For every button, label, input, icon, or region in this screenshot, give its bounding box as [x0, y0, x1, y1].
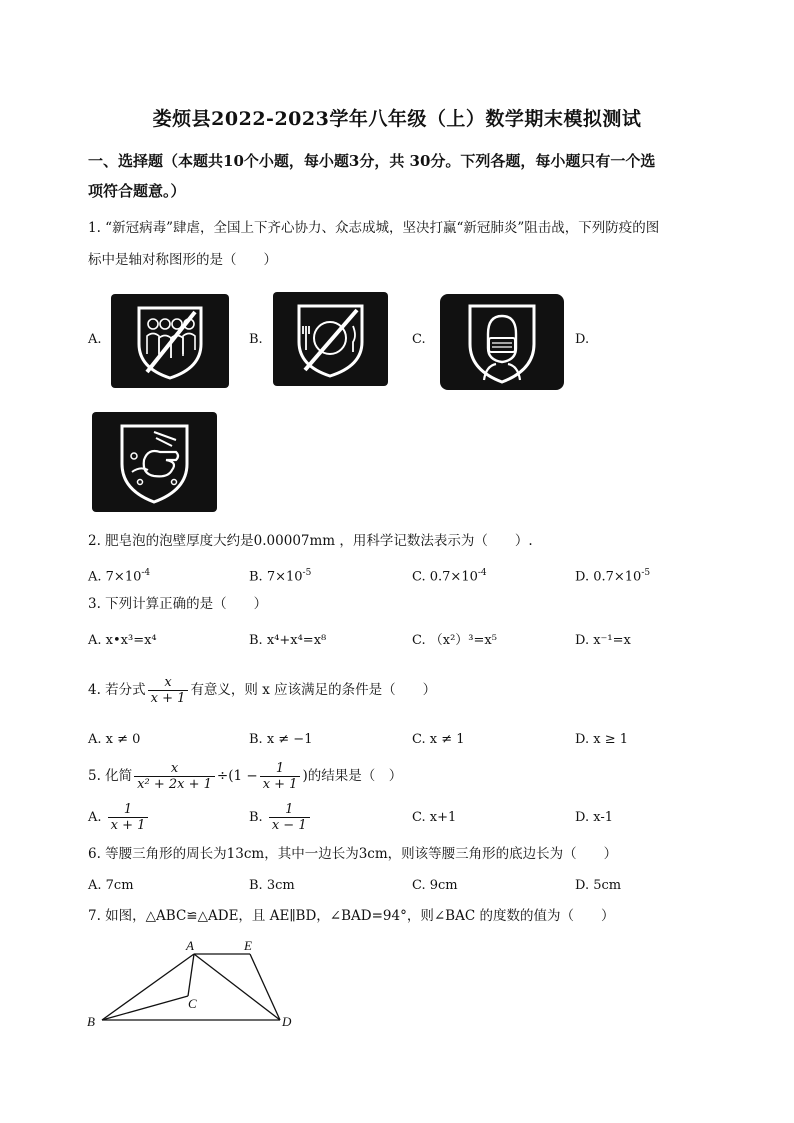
q5-options [88, 798, 728, 838]
q3-stem: 3. 下列计算正确的是（ ） [88, 596, 268, 612]
q3-option-b[interactable]: B. x⁴+x⁴=x⁸ [249, 633, 327, 648]
no-dining-icon[interactable] [273, 292, 388, 386]
q6-option-c[interactable]: C. 9cm [412, 878, 458, 893]
point-c-label: C [188, 996, 197, 1011]
point-a-label: A [186, 938, 194, 953]
q1-stem-line2: 标中是轴对称图形的是（ ） [88, 252, 277, 268]
q5-option-b[interactable]: B. $\frac{1}{x - 1}$ [249, 798, 312, 838]
q2-option-b[interactable]: B. $7\times 10^{-5}$ [249, 568, 312, 585]
q4-fraction: $\frac{x}{x + 1}$ [148, 675, 189, 706]
section-heading-line2: 项符合题意。） [88, 182, 186, 200]
q5-option-a[interactable]: A. $\frac{1}{x + 1}$ [88, 798, 150, 838]
q2-option-d[interactable]: D. $0.7\times 10^{-5}$ [575, 568, 651, 585]
q4-stem: 4. 若分式 $\frac{x}{x + 1}$ 有意义，则 x 应该满足的条件是（ ） [88, 675, 437, 706]
q4-option-a[interactable]: A. x ≠ 0 [88, 732, 141, 747]
q5-fraction-2: $\frac{1}{x + 1}$ [260, 761, 301, 792]
q1-stem-line1: 1. “新冠病毒”肆虐，全国上下齐心协力、众志成城，坚决打赢“新冠肺炎”阻击战，下列防疫的图 [88, 220, 660, 236]
q5-option-d[interactable]: D. x-1 [575, 810, 613, 825]
q5-stem: 5. 化简 $\frac{x}{\text{x² + 2x + 1}}$ ÷(1 − $\frac{1}{x + 1}$ )的结果是（ ） [88, 761, 403, 792]
q2-options [88, 559, 728, 587]
section-heading-line1: 一、选择题（本题共10个小题，每小题3分，共 30分。下列各题，每小题只有一个选 [88, 152, 656, 170]
face-mask-icon[interactable] [440, 294, 564, 390]
q1-option-c-label: C. [412, 332, 426, 347]
hand-washing-icon[interactable] [92, 412, 217, 512]
q3-option-c[interactable]: C. （x²）³=x⁵ [412, 633, 497, 648]
q7-stem: 7. 如图，△ABC≌△ADE，且 AE∥BD，∠BAD=94°，则∠BAC 的度数的值为（ ） [88, 908, 615, 924]
q1-option-d-label: D. [575, 332, 590, 347]
q6-option-b[interactable]: B. 3cm [249, 878, 295, 893]
q6-option-a[interactable]: A. 7cm [88, 878, 134, 893]
q3-option-d[interactable]: D. x⁻¹=x [575, 633, 631, 648]
q3-option-a[interactable]: A. x•x³=x⁴ [88, 633, 157, 648]
point-e-label: E [244, 938, 252, 953]
page-title: 娄烦县2022-2023学年八年级（上）数学期末模拟测试 [152, 108, 642, 130]
q6-stem: 6. 等腰三角形的周长为13cm，其中一边长为3cm，则该等腰三角形的底边长为（ ） [88, 846, 618, 862]
q2-option-a[interactable]: A. $7\times 10^{-4}$ [88, 568, 151, 585]
q4-option-d[interactable]: D. x ≥ 1 [575, 732, 628, 747]
q5-fraction-1: $\frac{x}{\text{x² + 2x + 1}}$ [134, 761, 215, 792]
q1-option-b-label: B. [249, 332, 263, 347]
q5-option-c[interactable]: C. x+1 [412, 810, 457, 825]
q7-triangle-figure [80, 936, 310, 1036]
q4-option-b[interactable]: B. x ≠ −1 [249, 732, 313, 747]
q4-options [88, 726, 728, 754]
q2-stem: 2. 肥皂泡的泡壁厚度大约是0.00007mm ，用科学记数法表示为（ ）. [88, 533, 533, 549]
q1-option-a-label: A. [88, 332, 102, 347]
q6-options [88, 872, 728, 900]
q2-option-c[interactable]: C. $0.7\times 10^{-4}$ [412, 568, 487, 585]
point-d-label: D [282, 1014, 292, 1029]
point-b-label: B [87, 1014, 95, 1029]
crowd-prohibited-icon[interactable] [111, 294, 229, 388]
q3-options [88, 627, 728, 655]
q6-option-d[interactable]: D. 5cm [575, 878, 622, 893]
q4-option-c[interactable]: C. x ≠ 1 [412, 732, 465, 747]
